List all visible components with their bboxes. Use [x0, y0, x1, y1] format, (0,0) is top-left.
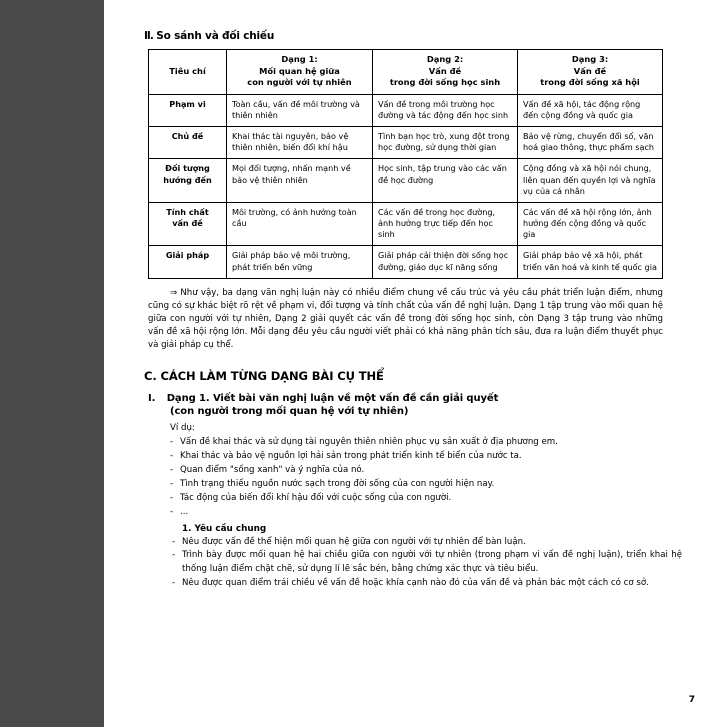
requirements-list — [130, 536, 690, 592]
page-number: 7 — [688, 695, 695, 705]
cell: Giải pháp bảo vệ môi trường, phát triển bền vững — [227, 246, 373, 278]
row-label: Đối tượng hướng đến — [149, 159, 227, 202]
list-item: - Vấn đề khai thác và sử dụng tài nguyên thiên nhiên phục vụ sản xuất ở địa phương em. — [170, 436, 674, 450]
column-header-criteria: Tiêu chí — [149, 50, 227, 95]
heading-part-1-subtitle: (con người trong mối quan hệ với tự nhiên) — [170, 406, 409, 418]
list-item: - Tác động của biến đổi khí hậu đối với cuộc sống của con người. — [170, 492, 674, 506]
cell: Khai thác tài nguyên, bảo vệ thiên nhiên, biến đổi khí hậu — [227, 127, 373, 159]
cell: Tình bạn học trò, xung đột trong học đường, sử dụng thời gian — [373, 127, 518, 159]
list-item: - ... — [170, 506, 674, 520]
part-numeral: I. — [148, 393, 156, 405]
column-header-type2 — [373, 50, 518, 95]
document-page — [104, 0, 727, 727]
comparison-table — [148, 49, 663, 279]
examples-list — [130, 436, 690, 520]
header-line: Vấn đề — [573, 65, 607, 76]
table-row — [149, 94, 663, 126]
cell: Giải pháp bảo vệ xã hội, phát triển văn hoá và kinh tế quốc gia — [518, 246, 663, 278]
list-item: - Trình bày được mối quan hệ hai chiều giữa con người với tự nhiên (trong phạm vi vấn đề nghị luận), triển khai hệ thống luận điểm chặt chẽ, sử dụng lí lẽ sắc bén, bằng chứng xác thực và tiêu biểu. — [166, 549, 682, 577]
header-line: trong đời sống xã hội — [540, 77, 640, 88]
list-item: - Quan điểm "sống xanh" và ý nghĩa của nó. — [170, 464, 674, 478]
section-numeral: II. — [144, 30, 153, 42]
table-row — [149, 159, 663, 202]
heading-requirements: 1. Yêu cầu chung — [182, 523, 267, 534]
section-heading — [144, 30, 690, 42]
table-row — [149, 202, 663, 245]
page-content — [130, 30, 690, 591]
examples-label: Ví dụ: — [170, 423, 195, 434]
header-line: Dạng 1: — [281, 54, 318, 64]
table-row — [149, 246, 663, 278]
cell: Các vấn đề trong học đường, ảnh hưởng trực tiếp đến học sinh — [373, 202, 518, 245]
header-line: Dạng 3: — [571, 54, 609, 64]
row-label: Tính chất vấn đề — [149, 202, 227, 245]
cell: Bảo vệ rừng, chuyển đổi số, văn hoá giao thông, thực phẩm sạch — [518, 127, 663, 159]
list-item: - Nêu được quan điểm trái chiều về vấn đề hoặc khía cạnh nào đó của vấn đề và phản bác một cách có cơ sở. — [166, 577, 682, 591]
heading-section-c: C. CÁCH LÀM TỪNG DẠNG BÀI CỤ THỂ — [144, 369, 384, 384]
table-header-row — [149, 50, 663, 95]
list-item: - Tình trạng thiếu nguồn nước sạch trong đời sống của con người hiện nay. — [170, 478, 674, 492]
header-line: con người với tự nhiên — [247, 77, 352, 88]
header-line: trong đời sống học sinh — [389, 77, 501, 88]
heading-part-1 — [148, 393, 690, 404]
section-title: So sánh và đối chiếu — [156, 30, 275, 42]
header-line: Dạng 2: — [426, 54, 464, 64]
summary-paragraph: ⇒ Như vậy, ba dạng văn nghị luận này có nhiều điểm chung về cấu trúc và yêu cầu phát triển luận điểm, nhưng cũng có sự khác biệt rõ rệt về phạm vi, đối tượng và tính chất của vấn đề nghị luận. Dạng 1 tập trung vào mối quan hệ giữa con người với tự nhiên, Dạng 2 giải quyết các vấn đề trong đời sống học sinh, còn Dạng 3 tập trung vào những vấn đề xã hội rộng lớn. Mỗi dạng đều yêu cầu người viết phải có khả năng phân tích sâu, đưa ra luận điểm thuyết phục và giải pháp cụ thể. — [148, 287, 663, 350]
list-item: - Khai thác và bảo vệ nguồn lợi hải sản trong phát triển kinh tế biển của nước ta. — [170, 450, 674, 464]
cell: Mọi đối tượng, nhấn mạnh về bảo vệ thiên nhiên — [227, 159, 373, 202]
header-line: Mối quan hệ giữa — [259, 65, 340, 76]
column-header-type3 — [518, 50, 663, 95]
cell: Vấn đề trong môi trường học đường và tác động đến học sinh — [373, 94, 518, 126]
column-header-type1 — [227, 50, 373, 95]
cell: Toàn cầu, vấn đề môi trường và thiên nhiên — [227, 94, 373, 126]
row-label: Chủ đề — [149, 127, 227, 159]
part-title: Dạng 1. Viết bài văn nghị luận về một vấn đề cần giải quyết — [166, 393, 499, 405]
table-row — [149, 127, 663, 159]
cell: Các vấn đề xã hội rộng lớn, ảnh hưởng đến cộng đồng và quốc gia — [518, 202, 663, 245]
list-item: - Nêu được vấn đề thể hiện mối quan hệ giữa con người với tự nhiên để bàn luận. — [166, 536, 682, 550]
row-label: Phạm vi — [149, 94, 227, 126]
table-body — [149, 94, 663, 278]
cell: Học sinh, tập trung vào các vấn đề học đường — [373, 159, 518, 202]
row-label: Giải pháp — [149, 246, 227, 278]
cell: Môi trường, có ảnh hưởng toàn cầu — [227, 202, 373, 245]
cell: Cộng đồng và xã hội nói chung, liên quan đến quyền lợi và nghĩa vụ của cá nhân — [518, 159, 663, 202]
header-line: Vấn đề — [428, 65, 462, 76]
cell: Giải pháp cải thiện đời sống học đường, giáo dục kĩ năng sống — [373, 246, 518, 278]
cell: Vấn đề xã hội, tác động rộng đến cộng đồng và quốc gia — [518, 94, 663, 126]
